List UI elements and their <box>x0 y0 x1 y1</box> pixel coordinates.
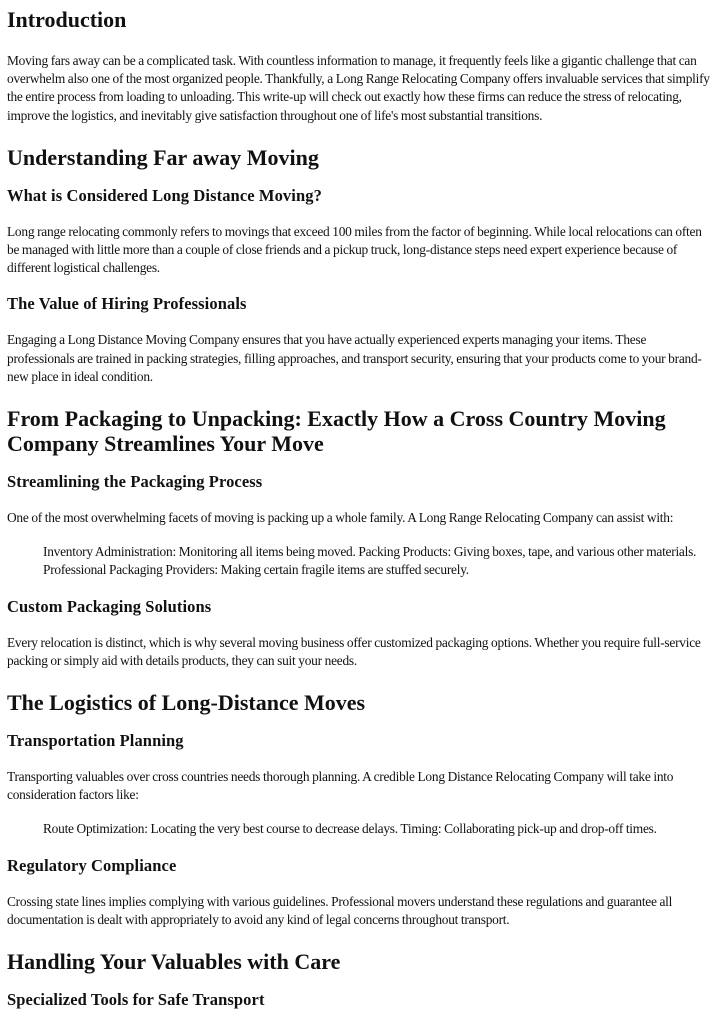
heading-logistics: The Logistics of Long-Distance Moves <box>7 690 366 716</box>
heading-understanding-far-away-moving: Understanding Far away Moving <box>7 144 319 170</box>
subheading-custom-packaging: Custom Packaging Solutions <box>7 596 212 616</box>
subheading-value-of-professionals: The Value of Hiring Professionals <box>7 294 247 314</box>
paragraph-what-is-long-distance: Long range relocating commonly refers to movings that exceed 100 miles from the factor of beginning. While local relocations can often be managed with little more than a couple of close friends and a pickup truck, long-distance steps need expert experience because of different logistical challenges. <box>7 223 702 276</box>
subheading-transportation-planning: Transportation Planning <box>7 731 184 751</box>
heading-packaging-to-unpacking: From Packaging to Unpacking: Exactly How a Cross Country Moving Company Streamlines Your Move <box>7 406 666 457</box>
subheading-streamlining-packaging: Streamlining the Packaging Process <box>7 472 263 492</box>
subheading-regulatory-compliance: Regulatory Compliance <box>7 855 177 875</box>
list-transport-factors: Route Optimization: Locating the very best course to decrease delays. Timing: Collaborating pick-up and drop-off times. <box>43 821 657 837</box>
list-packaging-services: Inventory Administration: Monitoring all items being moved. Packing Products: Giving boxes, tape, and various other materials. Professional Packaging Providers: Making certain fragile items are stuffed securely. <box>43 544 697 578</box>
paragraph-introduction: Moving fars away can be a complicated task. With countless information to manage, it frequently feels like a gigantic challenge that can overwhelm also one of the most organized people. Thankfully, a Long Range Relocating Company offers invaluable services that simplify the entire process from loading to unloading. This write-up will check out exactly how these firms can reduce the stress of relocating, improve the logistics, and inevitably give satisfaction throughout one of life's most substantial transitions. <box>7 53 710 123</box>
subheading-specialized-tools: Specialized Tools for Safe Transport <box>7 990 265 1010</box>
heading-handling-valuables: Handling Your Valuables with Care <box>7 949 341 975</box>
paragraph-transportation-planning: Transporting valuables over cross countries needs thorough planning. A credible Long Distance Relocating Company will take into consideration factors like: <box>7 769 674 803</box>
paragraph-value-of-professionals: Engaging a Long Distance Moving Company ensures that you have actually experienced experts managing your items. These professionals are trained in packing strategies, filling approaches, and transport security, ensuring that your products come to your brand-new place in ideal condition. <box>7 332 702 384</box>
article-body <box>0 7 720 1010</box>
subheading-what-is-long-distance: What is Considered Long Distance Moving? <box>7 185 322 205</box>
paragraph-custom-packaging: Every relocation is distinct, which is why several moving business offer customized packaging options. Whether you require full-service packing or simply aid with details products, they can suit your needs. <box>7 634 701 668</box>
paragraph-streamlining-packaging: One of the most overwhelming facets of moving is packing up a whole family. A Long Range Relocating Company can assist with: <box>7 510 674 526</box>
heading-introduction: Introduction <box>7 7 127 32</box>
paragraph-regulatory-compliance: Crossing state lines implies complying with various guidelines. Professional movers understand these regulations and guarantee all documentation is dealt with appropriately to avoid any kind of legal concerns throughout transport. <box>7 893 673 927</box>
